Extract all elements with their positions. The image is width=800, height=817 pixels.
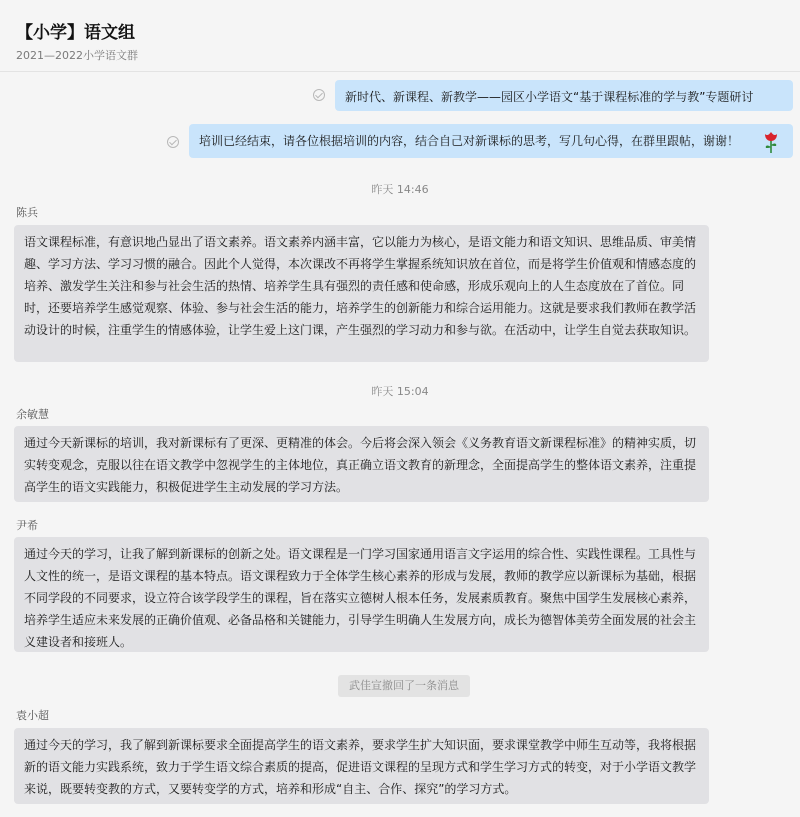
chat-subtitle: 2021—2022小学语文群	[16, 49, 138, 62]
sender-name: 陈兵	[16, 206, 38, 219]
sender-name: 尹希	[16, 519, 38, 532]
message-incoming[interactable]: 通过今天的学习，我了解到新课标要求全面提高学生的语文素养，要求学生扩大知识面，要求课堂教学中师生互动等，我将根据新的语文能力实践系统，致力于学生语文综合素质的提高，促进语文课程的呈现方式和学生学习方式的转变，对于小学语文教学来说，既要转变教的方式，又要转变学的方式，培养和形成“自主、合作、探究”的学习方式。	[14, 728, 709, 804]
chat-header	[0, 0, 800, 72]
message-incoming[interactable]: 通过今天新课标的培训，我对新课标有了更深、更精准的体会。今后将会深入领会《义务教育语文新课程标准》的精神实质，切实转变观念，克服以往在语文教学中忽视学生的主体地位，真正确立语文教育的新理念，全面提高学生的整体语文素养，注重提高学生的语文实践能力，积极促进学生主动发展的学习方法。	[14, 426, 709, 502]
rose-icon	[762, 130, 780, 154]
chat-title[interactable]: 【小学】语文组	[16, 23, 135, 43]
timestamp: 昨天 14:46	[371, 183, 429, 196]
message-text: 培训已经结束，请各位根据培训的内容，结合自己对新课标的思考，写几句心得，在群里跟帖，谢谢！	[199, 134, 740, 148]
message-incoming[interactable]: 通过今天的学习，让我了解到新课标的创新之处。语文课程是一门学习国家通用语言文字运用的综合性、实践性课程。工具性与人文性的统一，是语文课程的基本特点。语文课程致力于全体学生核心素养的形成与发展，教师的教学应以新课标为基础，根据不同学段的不同要求，设立符合该学段学生的课程，旨在落实立德树人根本任务，发展素质教育。聚焦中国学生发展核心素养，培养学生适应未来发展的正确价值观、必备品格和关键能力，引导学生明确人生发展方向，成长为德智体美劳全面发展的社会主义建设者和接班人。	[14, 537, 709, 652]
check-circle-icon	[313, 89, 325, 101]
message-outgoing[interactable]	[189, 124, 793, 158]
recall-notice: 武佳宣撤回了一条消息	[338, 675, 470, 697]
check-circle-icon	[167, 136, 179, 148]
sender-name: 袁小超	[16, 709, 49, 722]
sender-name: 余敏慧	[16, 408, 49, 421]
message-outgoing[interactable]: 新时代、新课程、新教学——园区小学语文“基于课程标准的学与教”专题研讨	[335, 80, 793, 111]
header-divider	[0, 71, 800, 72]
message-incoming[interactable]: 语文课程标准，有意识地凸显出了语文素养。语文素养内涵丰富，它以能力为核心，是语文能力和语文知识、思维品质、审美情趣、学习方法、学习习惯的融合。因此个人觉得，本次课改不再将学生掌握系统知识放在首位，而是将学生价值观和情感态度的培养、激发学生关注和参与社会生活的热情、培养学生具有强烈的责任感和使命感，形成乐观向上的人生态度放在了首位。同时，还要培养学生感觉观察、体验、参与社会生活的能力，培养学生的创新能力和综合运用能力。这就是要求我们教师在教学活动设计的时候，注重学生的情感体验，让学生爱上这门课，产生强烈的学习动力和参与欲。在活动中，让学生自觉去获取知识。	[14, 225, 709, 362]
timestamp: 昨天 15:04	[371, 385, 429, 398]
